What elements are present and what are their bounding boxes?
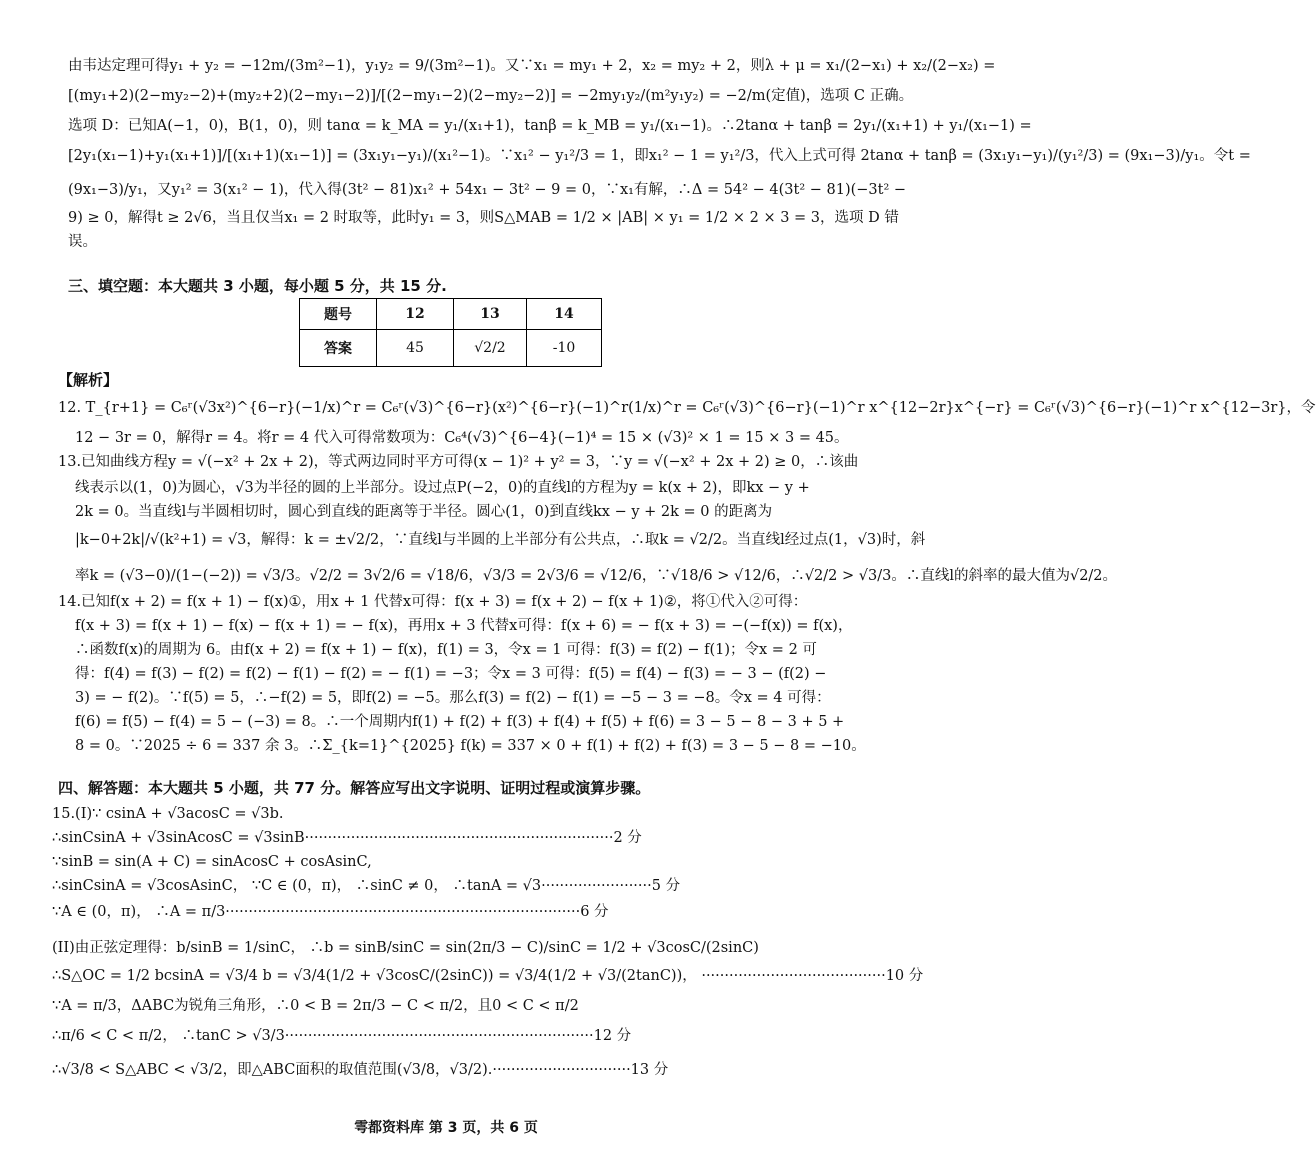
text-line: 8 = 0。∵2025 ÷ 6 = 337 余 3。∴Σ_{k=1}^{2025} f(k) = 337 × 0 + f(1) + f(2) + f(3) = 3 − 5 − 8 = −10。 [75,738,866,754]
table-cell: √2/2 [454,330,527,367]
table-header-cell: 13 [454,299,527,330]
text-line: 12 − 3r = 0，解得r = 4。将r = 4 代入可得常数项为：C₆⁴(√3)^{6−4}(−1)⁴ = 15 × (√3)² × 1 = 15 × 3 = 45。 [75,430,849,446]
text-line: (9x₁−3)/y₁，又y₁² = 3(x₁² − 1)，代入得(3t² − 81)x₁² + 54x₁ − 3t² − 9 = 0，∵x₁有解，∴Δ = 54² − 4(3t² − 81)(−3t² − [68,182,907,198]
text-line: 3) = − f(2)。∵f(5) = 5，∴−f(2) = 5，即f(2) = −5。那么f(3) = f(2) − f(1) = −5 − 3 = −8。令x = 4 可得： [75,690,831,706]
table-header-cell: 12 [377,299,454,330]
text-line: ∵sinB = sin(A + C) = sinAcosC + cosAsinC, [52,854,372,870]
text-line: 线表示以(1，0)为圆心，√3为半径的圆的上半部分。设过点P(−2，0)的直线l的方程为y = k(x + 2)，即kx − y + [75,480,810,496]
text-line: ∵A ∈ (0，π)， ∴A = π/3·············································································6 分 [52,904,609,920]
text-line: 误。 [68,234,97,250]
text-line: ∴π/6 < C < π/2， ∴tanC > √3/3···································································12 分 [52,1028,632,1044]
text-line: 选项 D：已知A(−1，0)，B(1，0)，则 tanα = k_MA = y₁/(x₁+1)，tanβ = k_MB = y₁/(x₁−1)。∴2tanα + tanβ = 2y₁/(x₁+1) + y₁/(x₁−1) = [68,118,1032,134]
text-line: [(my₁+2)(2−my₂−2)+(my₂+2)(2−my₁−2)]/[(2−my₁−2)(2−my₂−2)] = −2my₁y₂/(m²y₁y₂) = −2/m(定值)，选项 C 正确。 [68,88,914,104]
text-line: 得：f(4) = f(3) − f(2) = f(2) − f(1) − f(2) = − f(1) = −3；令x = 3 可得：f(5) = f(4) − f(3) = − 3 − (f(2) − [75,666,827,682]
text-line: ∴函数f(x)的周期为 6。由f(x + 2) = f(x + 1) − f(x)，f(1) = 3，令x = 1 可得：f(3) = f(2) − f(1)；令x = 2 可 [75,642,817,658]
table-cell: 45 [377,330,454,367]
table-header-cell: 14 [527,299,602,330]
text-line: f(6) = f(5) − f(4) = 5 − (−3) = 8。∴一个周期内f(1) + f(2) + f(3) + f(4) + f(5) + f(6) = 3 − 5 − 8 − 3 + 5 + [75,714,845,730]
text-line: [2y₁(x₁−1)+y₁(x₁+1)]/[(x₁+1)(x₁−1)] = (3x₁y₁−y₁)/(x₁²−1)。∵x₁² − y₁²/3 = 1，即x₁² − 1 = y₁²/3，代入上式可得 2tanα + tanβ = (3x₁y₁−y₁)/(y₁²/3) = (9x₁−3)/y₁。令t = [68,148,1251,164]
text-line: ∴S△OC = 1/2 bcsinA = √3/4 b = √3/4(1/2 + √3cosC/(2sinC)) = √3/4(1/2 + √3/(2tanC))， ········································10 分 [52,968,924,984]
text-line: ∴√3/8 < S△ABC < √3/2，即△ABC面积的取值范围(√3/8，√3/2).······························13 分 [52,1062,669,1078]
text-line: 2k = 0。当直线l与半圆相切时，圆心到直线的距离等于半径。圆心(1，0)到直线kx − y + 2k = 0 的距离为 [75,504,773,520]
section-heading-answers: 四、解答题：本大题共 5 小题，共 77 分。解答应写出文字说明、证明过程或演算步骤。 [58,779,651,797]
answer-table [299,298,602,367]
text-line: (II)由正弦定理得：b/sinB = 1/sinC， ∴b = sinB/sinC = sin(2π/3 − C)/sinC = 1/2 + √3cosC/(2sinC) [52,940,759,956]
text-line: 13.已知曲线方程y = √(−x² + 2x + 2)，等式两边同时平方可得(x − 1)² + y² = 3，∵y = √(−x² + 2x + 2) ≥ 0，∴该曲 [58,454,859,470]
text-line: f(x + 3) = f(x + 1) − f(x) − f(x + 1) = − f(x)，再用x + 3 代替x可得：f(x + 6) = − f(x + 3) = −(−f(x)) = f(x)， [75,618,853,634]
text-line: ∴sinCsinA + √3sinAcosC = √3sinB···································································2 分 [52,830,642,846]
analysis-heading: 【解析】 [58,371,119,389]
section-heading-fill-in: 三、填空题：本大题共 3 小题，每小题 5 分，共 15 分. [68,277,447,295]
table-row-label: 答案 [300,330,377,367]
text-line: 9) ≥ 0，解得t ≥ 2√6，当且仅当x₁ = 2 时取等，此时y₁ = 3，则S△MAB = 1/2 × |AB| × y₁ = 1/2 × 2 × 3 = 3，选项 D 错 [68,210,899,226]
page-footer: 雩都资料库 第 3 页，共 6 页 [354,1120,538,1136]
table-cell: -10 [527,330,602,367]
text-line: ∴sinCsinA = √3cosAsinC， ∵C ∈ (0，π)， ∴sinC ≠ 0， ∴tanA = √3························5 分 [52,878,681,894]
text-line: 率k = (√3−0)/(1−(−2)) = √3/3。√2/2 = 3√2/6 = √18/6，√3/3 = 2√3/6 = √12/6，∵√18/6 > √12/6，∴√2/2 > √3/3。∴直线l的斜率的最大值为√2/2。 [75,568,1118,584]
text-line: ∵A = π/3，ΔABC为锐角三角形，∴0 < B = 2π/3 − C < π/2，且0 < C < π/2 [52,998,579,1014]
text-line: 12. T_{r+1} = C₆ʳ(√3x²)^{6−r}(−1/x)^r = C₆ʳ(√3)^{6−r}(x²)^{6−r}(−1)^r(1/x)^r = C₆ʳ(√3)^{6−r}(−1)^r x^{12−2r}x^{−r} = C₆ʳ(√3)^{6−r}(−1)^r x^{12−3r}，令 [58,400,1316,416]
text-line: 14.已知f(x + 2) = f(x + 1) − f(x)①，用x + 1 代替x可得：f(x + 3) = f(x + 2) − f(x + 1)②，将①代入②可得： [58,594,808,610]
table-header-cell: 题号 [300,299,377,330]
text-line: 15.(I)∵ csinA + √3acosC = √3b. [52,806,284,822]
text-line: |k−0+2k|/√(k²+1) = √3，解得：k = ±√2/2，∵直线l与半圆的上半部分有公共点，∴取k = √2/2。当直线l经过点(1，√3)时，斜 [75,532,926,548]
text-line: 由韦达定理可得y₁ + y₂ = −12m/(3m²−1)，y₁y₂ = 9/(3m²−1)。又∵x₁ = my₁ + 2，x₂ = my₂ + 2，则λ + μ = x₁/(2−x₁) + x₂/(2−x₂) = [68,58,996,74]
